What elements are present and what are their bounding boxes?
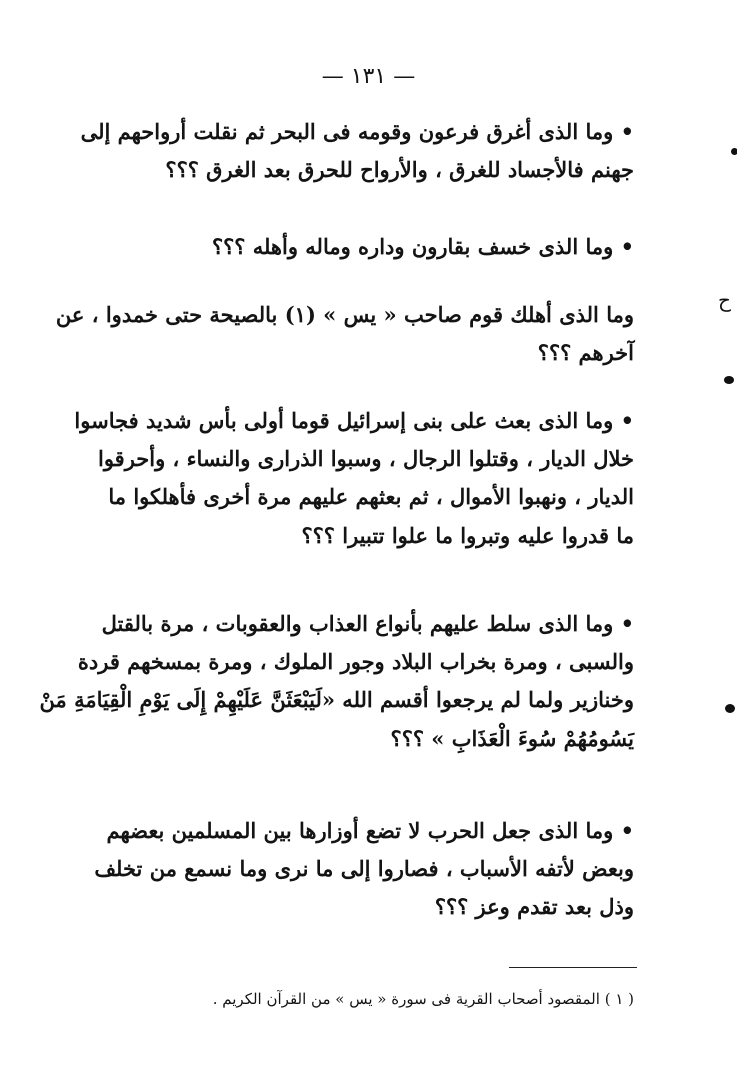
margin-speck-icon	[724, 376, 734, 384]
margin-bracket-icon: ح	[718, 288, 731, 312]
footnote: ( ١ ) المقصود أصحاب القرية فى سورة « يس » من القرآن الكريم .	[212, 990, 634, 1008]
paragraph-line: خلال الديار ، وقتلوا الرجال ، وسبوا الذرارى والنساء ، وأحرقوا	[97, 446, 634, 472]
paragraph-line: جهنم فالأجساد للغرق ، والأرواح للحرق بعد الغرق ؟؟؟	[165, 157, 634, 183]
paragraph-line: • وما الذى أغرق فرعون وقومه فى البحر ثم نقلت أرواحهم إلى	[80, 119, 634, 144]
page-number: — ١٣١ —	[321, 64, 416, 89]
paragraph-5	[39, 605, 634, 758]
paragraph-line: والسبى ، ومرة بخراب البلاد وجور الملوك ، ومرة بمسخهم قردة	[77, 649, 634, 675]
paragraph-line: • وما الذى سلط عليهم بأنواع العذاب والعقوبات ، مرة بالقتل	[101, 611, 634, 636]
paragraph-line: • وما الذى بعث على بنى إسرائيل قوما أولى بأس شديد فجاسوا	[74, 408, 634, 433]
paragraph-3	[55, 296, 634, 372]
paragraph-line: وخنازير ولما لم يرجعوا أقسم الله «لَيَبْعَثَنَّ عَلَيْهِمْ إِلَى يَوْمِ الْقِيَامَةِ مَنْ	[39, 687, 634, 713]
paragraph-line: • وما الذى جعل الحرب لا تضع أوزارها بين المسلمين بعضهم	[106, 818, 634, 843]
paragraph-line: الديار ، ونهبوا الأموال ، ثم بعثهم عليهم مرة أخرى فأهلكوا ما	[108, 484, 634, 510]
paragraph-line: وما الذى أهلك قوم صاحب « يس » (١) بالصيحة حتى خمدوا ، عن	[55, 302, 634, 327]
paragraph-line: • وما الذى خسف بقارون وداره وماله وأهله ؟؟؟	[211, 234, 634, 259]
paragraph-1	[80, 113, 634, 189]
margin-speck-icon	[731, 148, 737, 155]
paragraph-6	[94, 812, 634, 927]
paragraph-4	[74, 402, 634, 555]
paragraph-line: وذل بعد تقدم وعز ؟؟؟	[434, 894, 634, 920]
paragraph-line: آخرهم ؟؟؟	[537, 340, 634, 366]
margin-speck-icon	[725, 704, 735, 713]
paragraph-line: يَسُومُهُمْ سُوءَ الْعَذَابِ » ؟؟؟	[390, 725, 634, 751]
paragraph-line: ما قدروا عليه وتبروا ما علوا تتبيرا ؟؟؟	[301, 522, 634, 548]
paragraph-line: وبعض لأتفه الأسباب ، فصاروا إلى ما نرى وما نسمع من تخلف	[94, 856, 634, 882]
footnote-divider	[509, 967, 637, 968]
paragraph-2	[114, 228, 634, 266]
